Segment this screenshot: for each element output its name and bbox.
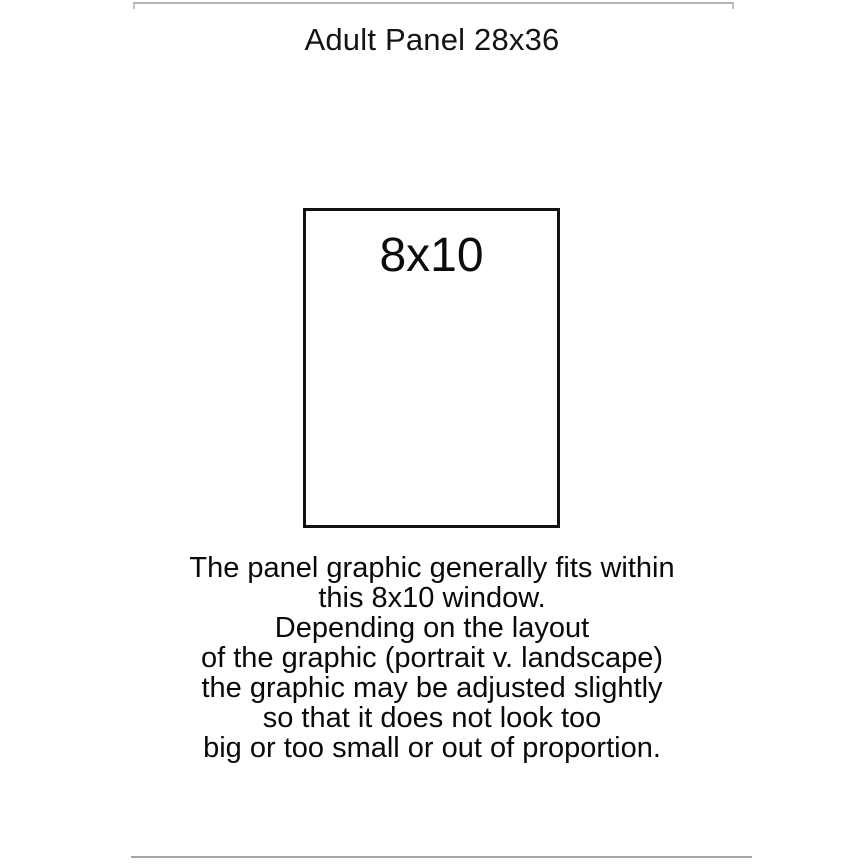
description-line: the graphic may be adjusted slightly — [201, 672, 663, 704]
description-line: big or too small or out of proportion. — [203, 732, 661, 764]
photo-bottom-edge-line — [131, 856, 752, 858]
description-line: of the graphic (portrait v. landscape) — [200, 642, 664, 674]
photo-top-edge-line — [133, 2, 734, 4]
description-text — [0, 553, 864, 763]
description-line: this 8x10 window. — [318, 582, 546, 614]
photo-top-edge-right-tick — [732, 3, 734, 9]
description-line: Depending on the layout — [274, 612, 590, 644]
page-title: Adult Panel 28x36 — [304, 22, 560, 57]
panel-window-size-label: 8x10 — [379, 229, 484, 282]
description-line: so that it does not look too — [262, 702, 602, 734]
photo-top-edge-left-tick — [133, 3, 135, 9]
description-line: The panel graphic generally fits within — [189, 552, 675, 584]
panel-window-box — [303, 208, 560, 528]
